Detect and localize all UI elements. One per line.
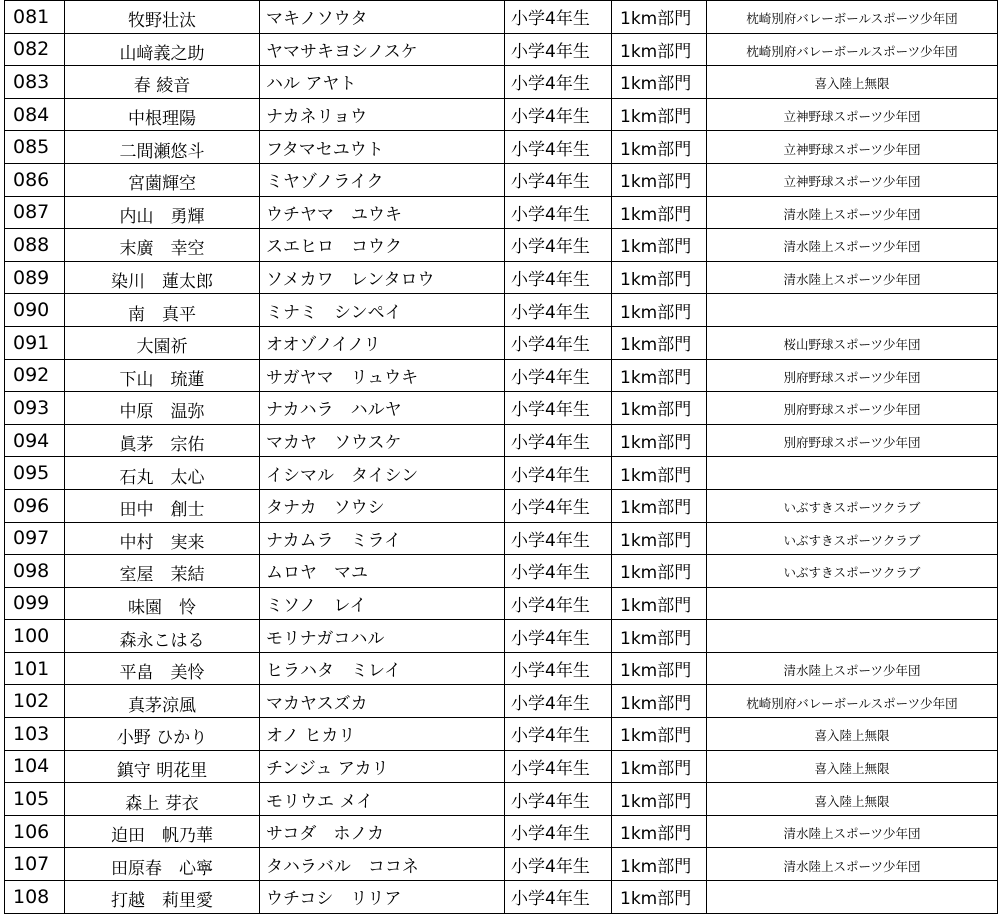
grade-cell: 小学4年生 [505,229,612,262]
runner-name-cell: 森永こはる [65,620,260,653]
grade-cell: 小学4年生 [505,163,612,196]
table-row [5,718,998,751]
bib-number-cell: 084 [5,98,65,131]
grade-cell: 小学4年生 [505,555,612,588]
table-row [5,196,998,229]
runner-name-cell: 真茅涼風 [65,685,260,718]
bib-number-cell: 103 [5,718,65,751]
division-cell: 1km部門 [612,392,707,425]
grade-cell: 小学4年生 [505,196,612,229]
division-cell: 1km部門 [612,555,707,588]
bib-number-cell: 099 [5,587,65,620]
grade-cell: 小学4年生 [505,294,612,327]
table-row [5,685,998,718]
grade-cell: 小学4年生 [505,587,612,620]
bib-number-cell: 087 [5,196,65,229]
team-cell: 清水陸上スポーツ少年団 [707,196,998,229]
bib-number-cell: 100 [5,620,65,653]
team-cell: 清水陸上スポーツ少年団 [707,652,998,685]
table-row [5,881,998,914]
grade-cell: 小学4年生 [505,522,612,555]
runner-kana-cell: フタマセユウト [260,131,505,164]
table-row [5,359,998,392]
table-row [5,652,998,685]
bib-number-cell: 089 [5,261,65,294]
division-cell: 1km部門 [612,848,707,881]
bib-number-cell: 088 [5,229,65,262]
team-cell: いぶすきスポーツクラブ [707,522,998,555]
runner-kana-cell: ミナミ シンペイ [260,294,505,327]
bib-number-cell: 090 [5,294,65,327]
grade-cell: 小学4年生 [505,424,612,457]
table-row [5,489,998,522]
runner-kana-cell: モリウエ メイ [260,783,505,816]
table-row [5,587,998,620]
runner-kana-cell: スエヒロ コウク [260,229,505,262]
runner-kana-cell: ヤマサキヨシノスケ [260,33,505,66]
team-cell [707,881,998,914]
division-cell: 1km部門 [612,750,707,783]
table-row [5,522,998,555]
bib-number-cell: 092 [5,359,65,392]
team-cell: 喜入陸上無限 [707,750,998,783]
division-cell: 1km部門 [612,66,707,99]
division-cell: 1km部門 [612,685,707,718]
runner-kana-cell: ナカネリョウ [260,98,505,131]
team-cell: いぶすきスポーツクラブ [707,555,998,588]
runner-name-cell: 眞茅 宗佑 [65,424,260,457]
runner-kana-cell: ムロヤ マユ [260,555,505,588]
division-cell: 1km部門 [612,424,707,457]
grade-cell: 小学4年生 [505,33,612,66]
runner-name-cell: 中原 温弥 [65,392,260,425]
grade-cell: 小学4年生 [505,815,612,848]
runner-name-cell: 末廣 幸空 [65,229,260,262]
runner-name-cell: 平畠 美怜 [65,652,260,685]
table-row [5,229,998,262]
division-cell: 1km部門 [612,98,707,131]
runner-kana-cell: オオゾノイノリ [260,326,505,359]
grade-cell: 小学4年生 [505,685,612,718]
runner-name-cell: 味園 怜 [65,587,260,620]
team-cell: 枕崎別府バレーボールスポーツ少年団 [707,685,998,718]
runner-kana-cell: タハラバル ココネ [260,848,505,881]
runner-name-cell: 大園祈 [65,326,260,359]
team-cell: 別府野球スポーツ少年団 [707,424,998,457]
runner-kana-cell: マキノソウタ [260,1,505,34]
team-cell: 清水陸上スポーツ少年団 [707,815,998,848]
team-cell: 喜入陸上無限 [707,66,998,99]
division-cell: 1km部門 [612,326,707,359]
table-row [5,294,998,327]
entry-table-body [5,1,998,914]
runner-kana-cell: オノ ヒカリ [260,718,505,751]
table-row [5,424,998,457]
grade-cell: 小学4年生 [505,718,612,751]
division-cell: 1km部門 [612,1,707,34]
team-cell [707,294,998,327]
runner-kana-cell: チンジュ アカリ [260,750,505,783]
bib-number-cell: 093 [5,392,65,425]
bib-number-cell: 106 [5,815,65,848]
division-cell: 1km部門 [612,261,707,294]
grade-cell: 小学4年生 [505,1,612,34]
table-row [5,392,998,425]
runner-kana-cell: ミヤゾノライク [260,163,505,196]
runner-name-cell: 中村 実来 [65,522,260,555]
bib-number-cell: 085 [5,131,65,164]
team-cell: 別府野球スポーツ少年団 [707,392,998,425]
division-cell: 1km部門 [612,522,707,555]
grade-cell: 小学4年生 [505,652,612,685]
grade-cell: 小学4年生 [505,359,612,392]
grade-cell: 小学4年生 [505,881,612,914]
team-cell [707,457,998,490]
table-row [5,131,998,164]
division-cell: 1km部門 [612,457,707,490]
table-row [5,620,998,653]
division-cell: 1km部門 [612,718,707,751]
runner-name-cell: 鎮守 明花里 [65,750,260,783]
division-cell: 1km部門 [612,489,707,522]
bib-number-cell: 096 [5,489,65,522]
bib-number-cell: 082 [5,33,65,66]
runner-kana-cell: サコダ ホノカ [260,815,505,848]
grade-cell: 小学4年生 [505,489,612,522]
runner-kana-cell: イシマル タイシン [260,457,505,490]
division-cell: 1km部門 [612,229,707,262]
grade-cell: 小学4年生 [505,620,612,653]
bib-number-cell: 086 [5,163,65,196]
table-row [5,326,998,359]
table-row [5,98,998,131]
runner-kana-cell: ハル アヤト [260,66,505,99]
grade-cell: 小学4年生 [505,98,612,131]
entry-table [4,0,998,914]
division-cell: 1km部門 [612,881,707,914]
table-row [5,848,998,881]
division-cell: 1km部門 [612,33,707,66]
division-cell: 1km部門 [612,163,707,196]
runner-name-cell: 南 真平 [65,294,260,327]
runner-kana-cell: モリナガコハル [260,620,505,653]
grade-cell: 小学4年生 [505,848,612,881]
team-cell [707,587,998,620]
runner-kana-cell: マカヤ ソウスケ [260,424,505,457]
table-row [5,33,998,66]
grade-cell: 小学4年生 [505,131,612,164]
grade-cell: 小学4年生 [505,783,612,816]
team-cell [707,620,998,653]
grade-cell: 小学4年生 [505,457,612,490]
bib-number-cell: 081 [5,1,65,34]
runner-kana-cell: ウチヤマ ユウキ [260,196,505,229]
division-cell: 1km部門 [612,131,707,164]
division-cell: 1km部門 [612,359,707,392]
bib-number-cell: 083 [5,66,65,99]
table-row [5,815,998,848]
team-cell: 喜入陸上無限 [707,783,998,816]
bib-number-cell: 098 [5,555,65,588]
runner-name-cell: 下山 琉蓮 [65,359,260,392]
runner-kana-cell: ミソノ レイ [260,587,505,620]
table-row [5,457,998,490]
team-cell: 清水陸上スポーツ少年団 [707,848,998,881]
grade-cell: 小学4年生 [505,392,612,425]
team-cell: いぶすきスポーツクラブ [707,489,998,522]
runner-name-cell: 石丸 太心 [65,457,260,490]
runner-name-cell: 染川 蓮太郎 [65,261,260,294]
runner-name-cell: 春 綾音 [65,66,260,99]
grade-cell: 小学4年生 [505,66,612,99]
team-cell: 清水陸上スポーツ少年団 [707,229,998,262]
runner-name-cell: 宮薗輝空 [65,163,260,196]
grade-cell: 小学4年生 [505,750,612,783]
team-cell: 立神野球スポーツ少年団 [707,131,998,164]
runner-name-cell: 室屋 茉結 [65,555,260,588]
table-row [5,783,998,816]
runner-name-cell: 山﨑義之助 [65,33,260,66]
bib-number-cell: 094 [5,424,65,457]
runner-name-cell: 内山 勇輝 [65,196,260,229]
bib-number-cell: 101 [5,652,65,685]
table-row [5,66,998,99]
runner-kana-cell: タナカ ソウシ [260,489,505,522]
runner-kana-cell: ナカムラ ミライ [260,522,505,555]
runner-name-cell: 田中 創士 [65,489,260,522]
runner-kana-cell: ヒラハタ ミレイ [260,652,505,685]
bib-number-cell: 091 [5,326,65,359]
team-cell: 喜入陸上無限 [707,718,998,751]
runner-name-cell: 打越 莉里愛 [65,881,260,914]
runner-kana-cell: ナカハラ ハルヤ [260,392,505,425]
runner-name-cell: 牧野壮汰 [65,1,260,34]
runner-name-cell: 二間瀬悠斗 [65,131,260,164]
division-cell: 1km部門 [612,196,707,229]
team-cell: 立神野球スポーツ少年団 [707,163,998,196]
runner-kana-cell: マカヤスズカ [260,685,505,718]
table-row [5,750,998,783]
team-cell: 別府野球スポーツ少年団 [707,359,998,392]
team-cell: 桜山野球スポーツ少年団 [707,326,998,359]
runner-name-cell: 森上 芽衣 [65,783,260,816]
team-cell: 枕崎別府バレーボールスポーツ少年団 [707,1,998,34]
division-cell: 1km部門 [612,294,707,327]
runner-kana-cell: サガヤマ リュウキ [260,359,505,392]
bib-number-cell: 105 [5,783,65,816]
division-cell: 1km部門 [612,620,707,653]
runner-name-cell: 迫田 帆乃華 [65,815,260,848]
bib-number-cell: 102 [5,685,65,718]
team-cell: 立神野球スポーツ少年団 [707,98,998,131]
grade-cell: 小学4年生 [505,326,612,359]
runner-kana-cell: ソメカワ レンタロウ [260,261,505,294]
bib-number-cell: 097 [5,522,65,555]
table-row [5,1,998,34]
bib-number-cell: 107 [5,848,65,881]
division-cell: 1km部門 [612,815,707,848]
runner-kana-cell: ウチコシ リリア [260,881,505,914]
grade-cell: 小学4年生 [505,261,612,294]
team-cell: 枕崎別府バレーボールスポーツ少年団 [707,33,998,66]
runner-name-cell: 中根理陽 [65,98,260,131]
bib-number-cell: 095 [5,457,65,490]
bib-number-cell: 104 [5,750,65,783]
table-row [5,555,998,588]
division-cell: 1km部門 [612,783,707,816]
team-cell: 清水陸上スポーツ少年団 [707,261,998,294]
table-row [5,163,998,196]
runner-name-cell: 小野 ひかり [65,718,260,751]
table-row [5,261,998,294]
bib-number-cell: 108 [5,881,65,914]
runner-name-cell: 田原春 心寧 [65,848,260,881]
division-cell: 1km部門 [612,652,707,685]
division-cell: 1km部門 [612,587,707,620]
